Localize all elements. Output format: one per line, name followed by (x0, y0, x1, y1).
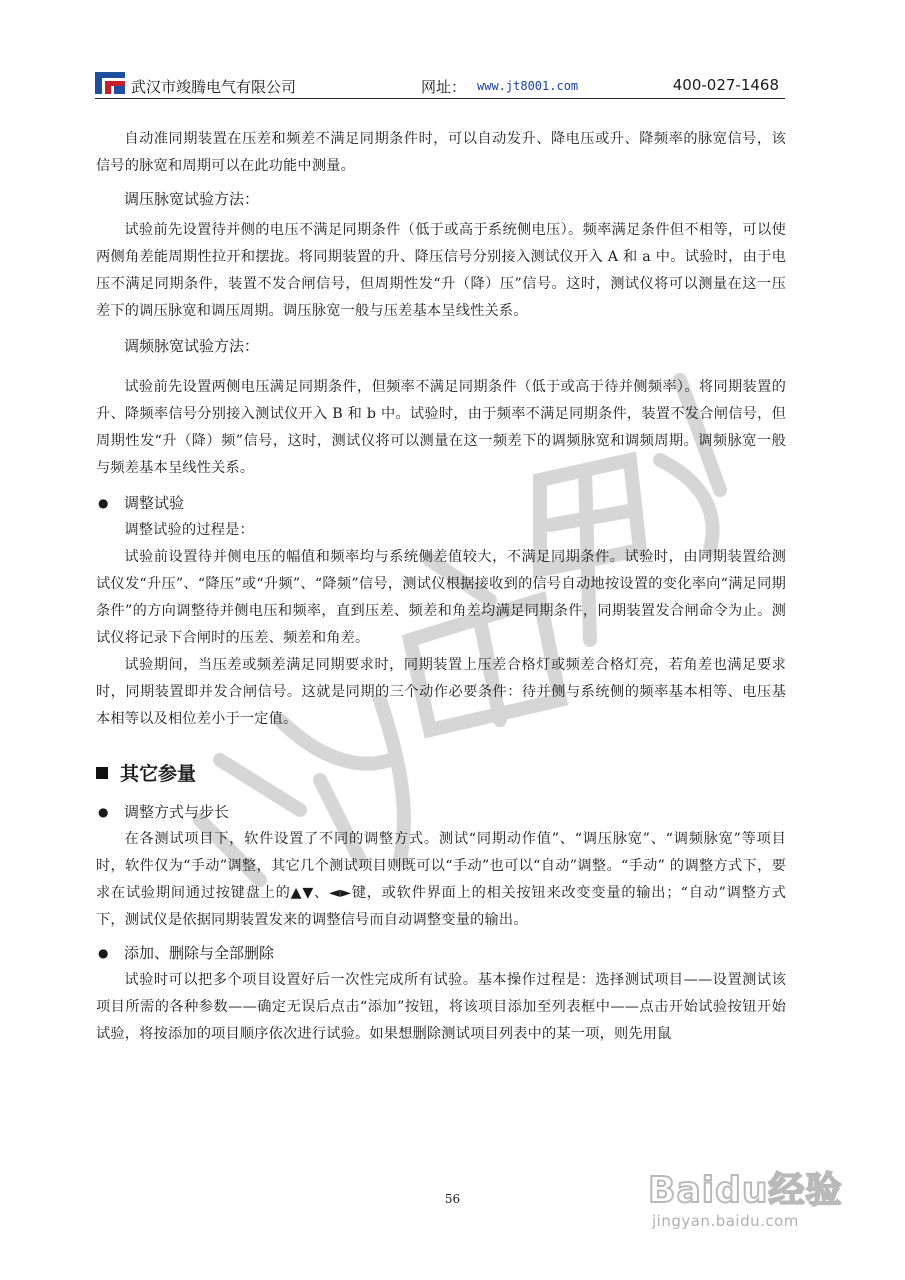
baidu-watermark (648, 1162, 848, 1252)
adjust-mode-paragraph: 在各测试项目下，软件设置了不同的调整方式。测试“同期动作值”、“调压脉宽”、“调频脉宽”等项目时，软件仅为“手动”调整，其它几个测试项目则既可以“手动”也可以“自动”调整。“手动” 的调整方式下，要求在试验期间通过按键盘上的▲▼、◄►键，或软件界面上的相关按钮来改变变量的输出；“自动”调整方式下，测试仪是依据同期装置发来的调整信号而自动调整变量的输出。 (96, 831, 786, 928)
adjust-test-heading: ● 调整试验 (96, 490, 786, 517)
baidu-logo: Baidu经验 (648, 1170, 843, 1211)
bullet-icon: ● (98, 946, 109, 960)
website-link[interactable]: www.jt8001.com (477, 79, 579, 93)
frequency-pulse-paragraph: 试验前先设置两侧电压满足同期条件，但频率不满足同期条件（低于或高于待并侧频率）。将同期装置的升、降频率信号分别接入测试仪开入 B 和 b 中。试验时，由于频率不满足同期条件，装置不发合闸信号，但周期性发“升（降）频”信号，这时，测试仪将可以测量在这一频差下的调频脉宽和调频周期。调频脉宽一般与频差基本呈线性关系。 (96, 379, 786, 476)
company-name: 武汉市竣腾电气有限公司 (131, 78, 297, 96)
website-label: 网址： (421, 78, 467, 96)
adjust-test-paragraph-2: 试验期间，当压差或频差满足同期要求时，同期装置上压差合格灯或频差合格灯亮，若角差也满足要求时，同期装置即并发合闸信号。这就是同期的三个动作必要条件：待并侧与系统侧的频率基本相等、电压基本相等以及相位差小于一定值。 (96, 657, 786, 727)
other-params-heading: 其它参量 (96, 759, 786, 789)
voltage-pulse-paragraph: 试验前先设置待并侧的电压不满足同期条件（低于或高于系统侧电压）。频率满足条件但不相等，可以使两侧角差能周期性拉开和摆拢。将同期装置的升、降压信号分别接入测试仪开入 A 和 a 中。试验时，由于电压不满足同期条件，装置不发合闸信号，但周期性发“升（降）压”信号。这时，测试仪将可以测量在这一压差下的调压脉宽和调压周期。调压脉宽一般与压差基本呈线性关系。 (96, 222, 786, 319)
adjust-test-paragraph-1: 试验前设置待并侧电压的幅值和频率均与系统侧差值较大，不满足同期条件。试验时，由同期装置给测试仪发“升压”、“降压”或“升频”、“降频”信号，测试仪根据接收到的信号自动地按设置的变化率向“满足同期条件”的方向调整待并侧电压和频率，直到压差、频差和角差均满足同期条件，同期装置发合闸命令为止。测试仪将记录下合闸时的压差、频差和角差。 (96, 549, 786, 646)
voltage-pulse-heading: 调压脉宽试验方法： (124, 190, 260, 208)
frequency-pulse-heading: 调频脉宽试验方法： (124, 337, 260, 355)
page-header (95, 66, 785, 99)
bullet-icon: ● (98, 805, 109, 819)
add-delete-paragraph: 试验时可以把多个项目设置好后一次性完成所有试验。基本操作过程是：选择测试项目——设置测试该项目所需的各种参数——确定无误后点击“添加”按钮，将该项目添加至列表框中——点击开始试验按钮开始试验，将按添加的项目顺序依次进行试验。如果想删除测试项目列表中的某一项，则先用鼠 (96, 972, 786, 1042)
baidu-url: jingyan.baidu.com (652, 1212, 799, 1230)
company-logo (95, 70, 125, 96)
phone-number: 400-027-1468 (672, 76, 779, 94)
bullet-icon: ● (98, 496, 109, 510)
square-bullet-icon (96, 767, 108, 779)
adjust-mode-heading: ● 调整方式与步长 (96, 799, 786, 826)
adjust-test-lead: 调整试验的过程是： (124, 522, 254, 538)
page-number: 56 (444, 1192, 461, 1206)
intro-paragraph: 自动准同期装置在压差和频差不满足同期条件时，可以自动发升、降电压或升、降频率的脉宽信号，该信号的脉宽和周期可以在此功能中测量。 (96, 131, 786, 174)
add-delete-heading: ● 添加、删除与全部删除 (96, 940, 786, 967)
document-body (96, 126, 786, 1048)
